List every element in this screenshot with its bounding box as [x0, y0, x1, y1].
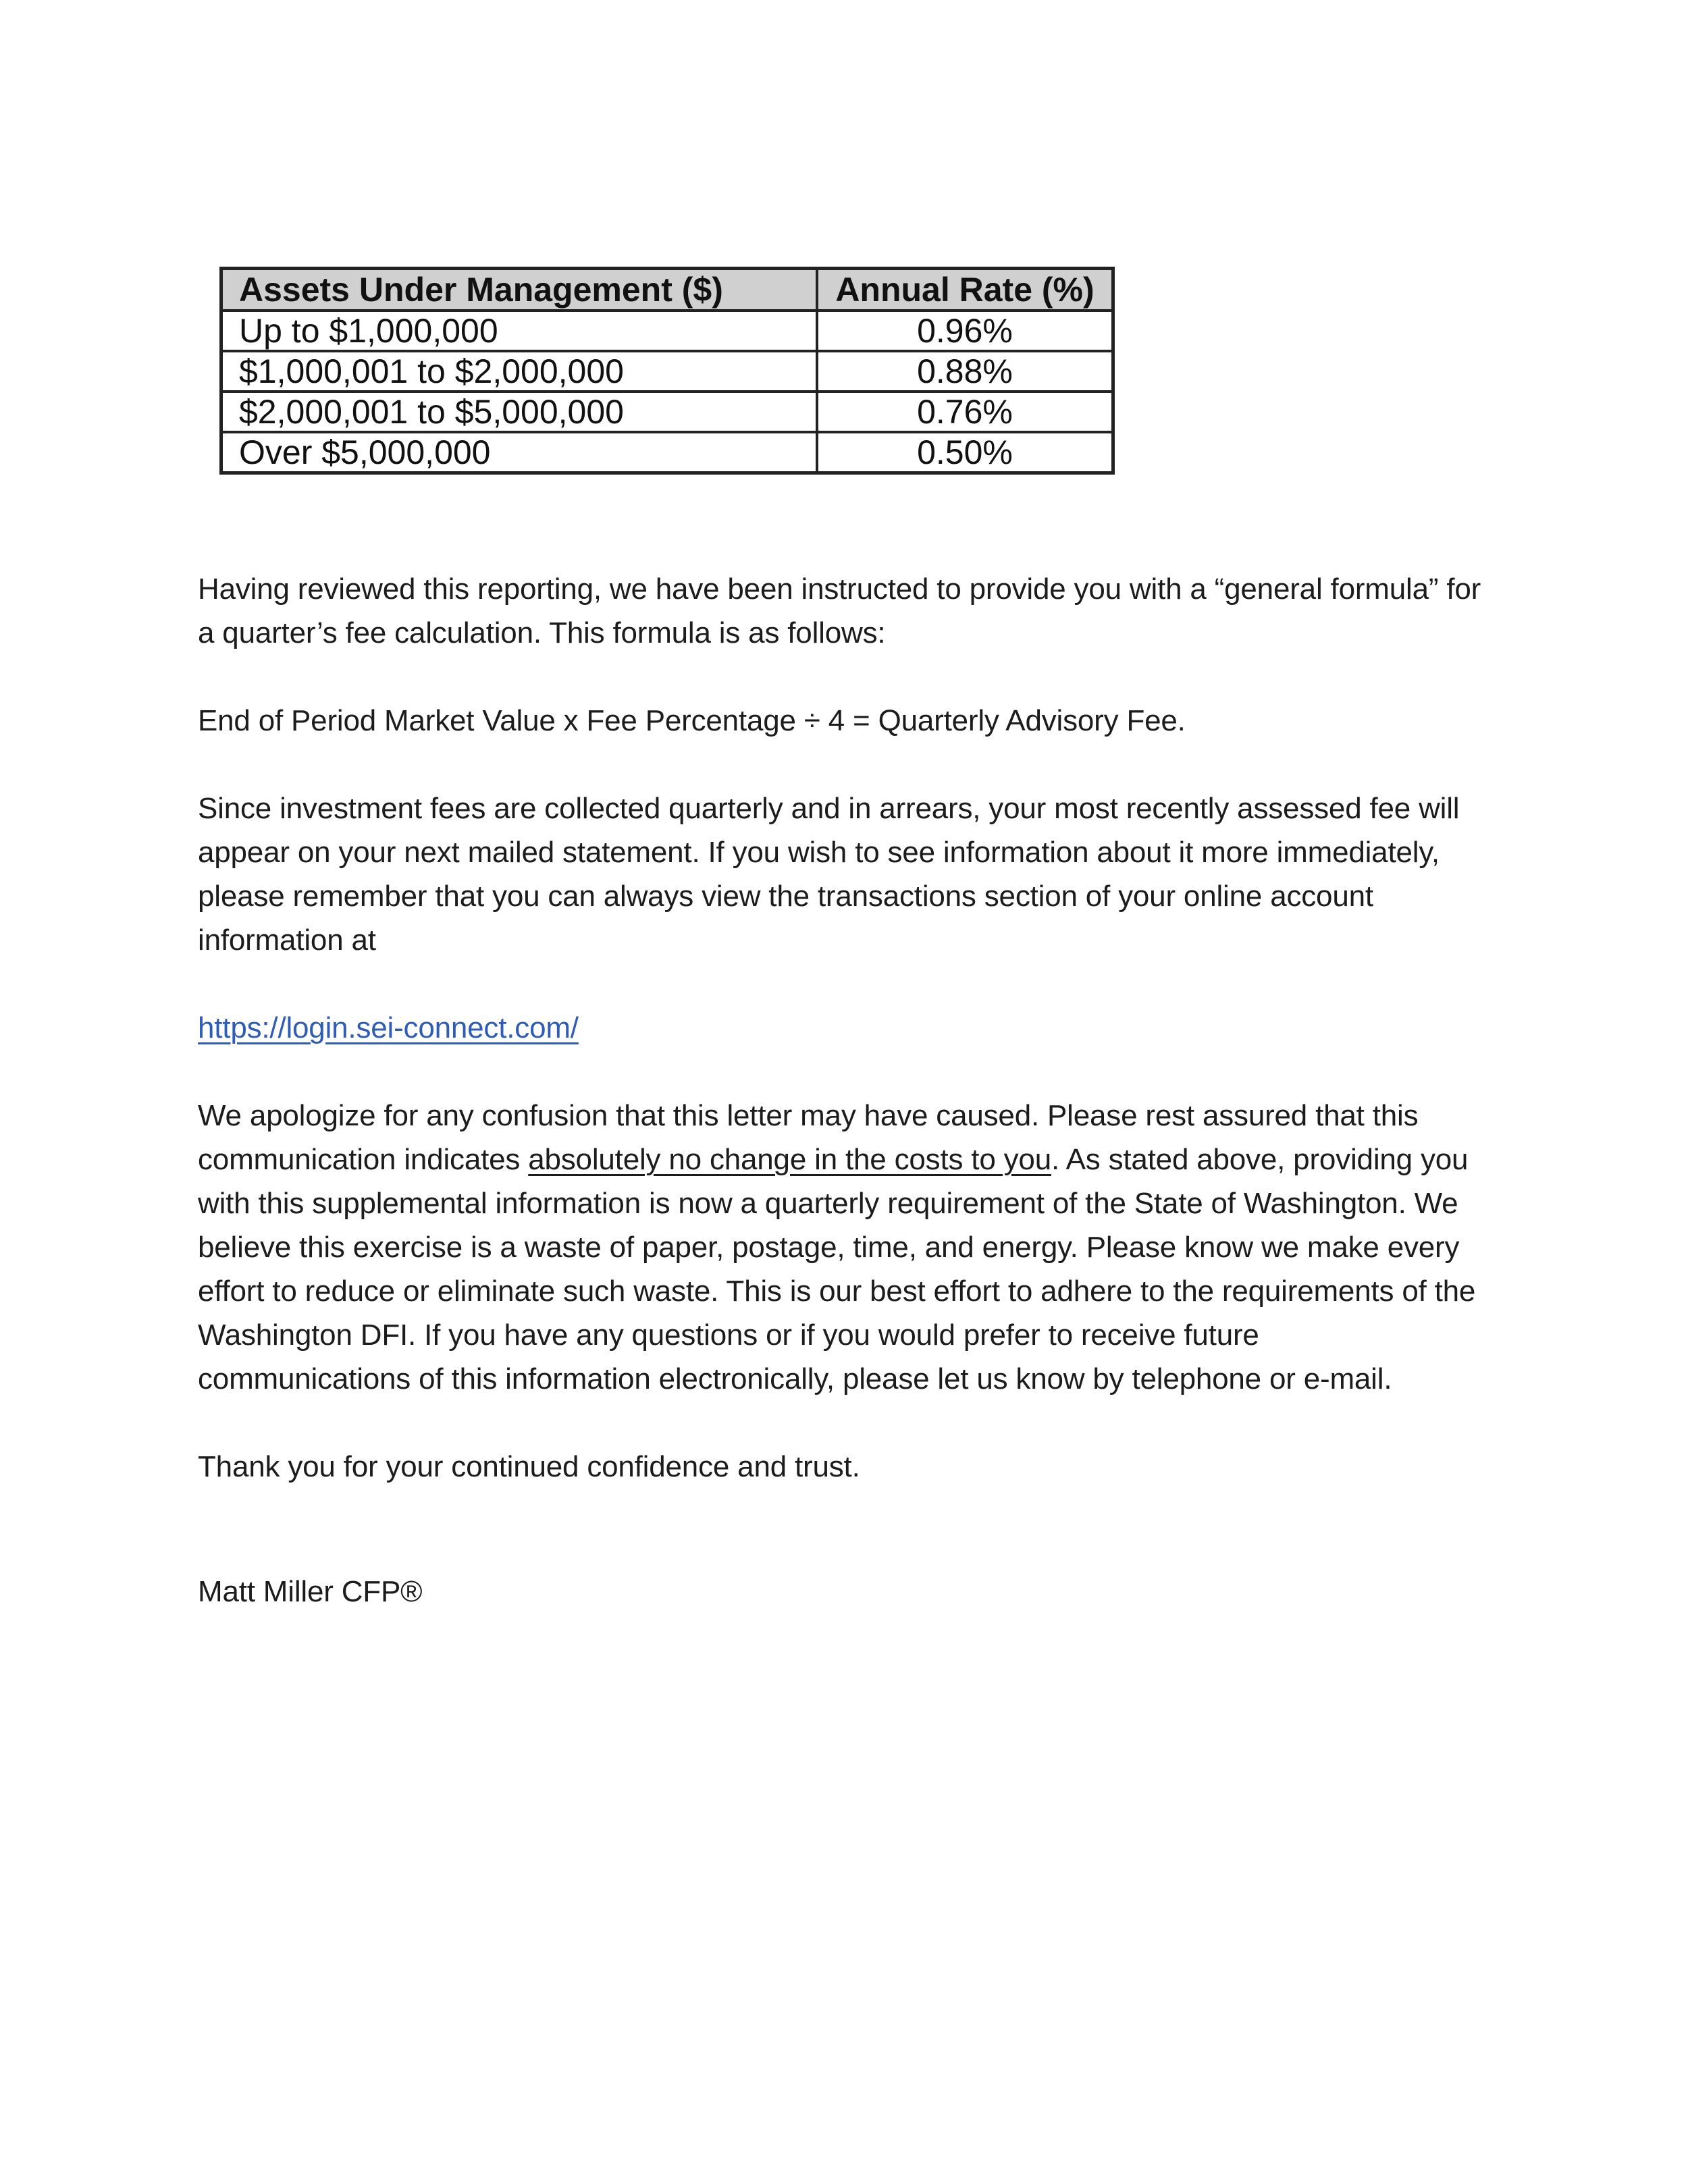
assets-tier-cell: $1,000,001 to $2,000,000	[221, 351, 818, 392]
header-annual-rate: Annual Rate (%)	[817, 269, 1113, 311]
text-line: a quarter’s fee calculation. This formula is as follows:	[198, 616, 886, 649]
rate-cell: 0.50%	[817, 432, 1113, 473]
text-line: communications of this information electronically, please let us know by telephone or e-mail.	[198, 1362, 1392, 1395]
text-line: effort to reduce or eliminate such waste. This is our best effort to adhere to the requirements of the	[198, 1275, 1476, 1308]
rate-cell: 0.88%	[817, 351, 1113, 392]
text-line: Washington DFI. If you have any questions or if you would prefer to receive future	[198, 1319, 1259, 1352]
assets-tier-cell: Over $5,000,000	[221, 432, 818, 473]
signature	[198, 1570, 1501, 1614]
text-line: appear on your next mailed statement. If you wish to see information about it more immediately,	[198, 836, 1440, 869]
sei-connect-link[interactable]: https://login.sei-connect.com/	[198, 1011, 579, 1044]
header-assets-under-management: Assets Under Management ($)	[221, 269, 818, 311]
text-segment: . As stated above, providing you	[1051, 1143, 1469, 1176]
text-line: We apologize for any confusion that this letter may have caused. Please rest assured that this	[198, 1099, 1419, 1132]
text-line: information at	[198, 924, 376, 957]
text-line: believe this exercise is a waste of paper, postage, time, and energy. Please know we make every	[198, 1231, 1460, 1264]
assets-tier-cell: $2,000,001 to $5,000,000	[221, 392, 818, 432]
table-header-row	[221, 269, 1113, 311]
rate-cell: 0.76%	[817, 392, 1113, 432]
text-line: with this supplemental information is now a quarterly requirement of the State of Washington. We	[198, 1187, 1458, 1220]
underlined-emphasis: absolutely no change in the costs to you	[528, 1143, 1051, 1176]
text-line: Having reviewed this reporting, we have been instructed to provide you with a “general formula” for	[198, 572, 1481, 606]
text-line: please remember that you can always view the transactions section of your online account	[198, 880, 1373, 913]
table-row	[221, 351, 1113, 392]
text-line: End of Period Market Value x Fee Percentage ÷ 4 = Quarterly Advisory Fee.	[198, 704, 1186, 737]
table-row	[221, 392, 1113, 432]
thanks-paragraph	[198, 1445, 1501, 1489]
text-line: Since investment fees are collected quarterly and in arrears, your most recently assessed fee will	[198, 792, 1460, 825]
rate-cell: 0.96%	[817, 311, 1113, 351]
apology-paragraph	[198, 1094, 1501, 1401]
signature-name: Matt Miller CFP®	[198, 1575, 423, 1608]
table-row	[221, 432, 1113, 473]
formula-paragraph	[198, 699, 1501, 743]
text-line: Thank you for your continued confidence and trust.	[198, 1450, 860, 1483]
link-paragraph	[198, 1006, 1501, 1050]
fee-schedule-table	[219, 267, 1115, 475]
text-line	[198, 1138, 1501, 1181]
arrears-paragraph	[198, 787, 1501, 962]
table-row	[221, 311, 1113, 351]
assets-tier-cell: Up to $1,000,000	[221, 311, 818, 351]
intro-paragraph	[198, 567, 1501, 655]
text-segment: communication indicates	[198, 1143, 529, 1176]
